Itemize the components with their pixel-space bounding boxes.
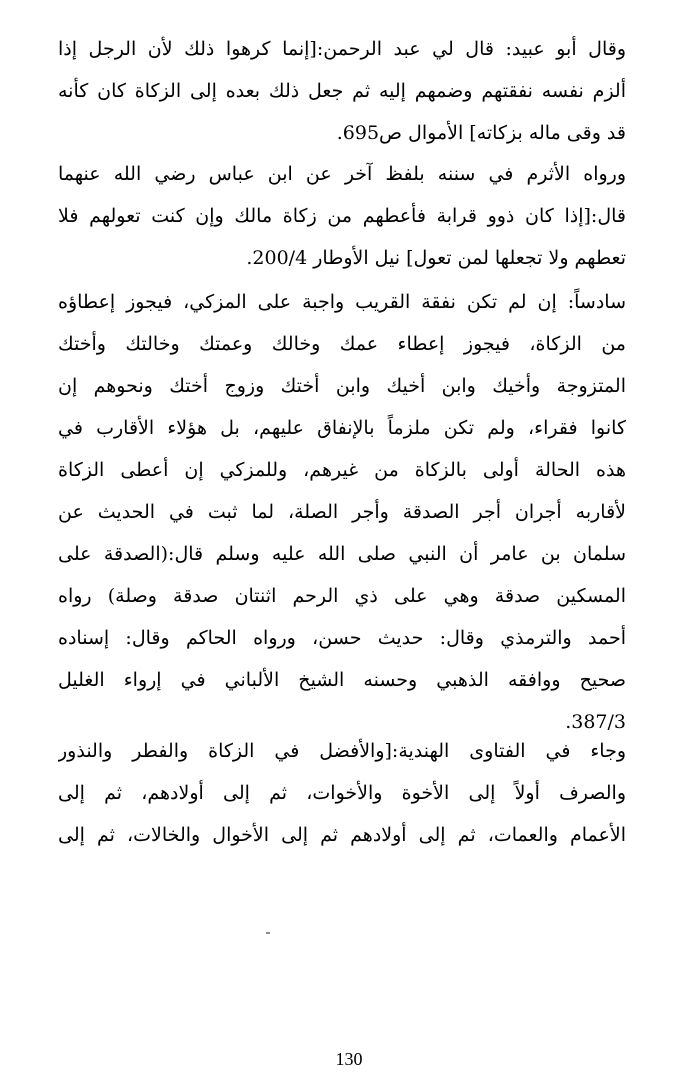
text-line: لأقاربه أجران أجر الصدقة وأجر الصلة، لما ثبت في الحديث عن xyxy=(58,501,626,523)
scan-speck xyxy=(266,932,270,934)
text-line: المتزوجة وأخيك وابن أخيك وابن أختك وزوج أختك ونحوهم إن xyxy=(58,375,626,397)
text-line: قال:[إذا كان ذوو قرابة فأعطهم من زكاة مالك وإن كنت تعولهم فلا xyxy=(58,205,626,227)
text-line: هذه الحالة أولى بالزكاة من غيرهم، وللمزكي إن أعطى الزكاة xyxy=(58,459,626,481)
paragraph-athram-narration xyxy=(58,153,626,279)
text-line: وجاء في الفتاوى الهندية:[والأفضل في الزكاة والفطر والنذور xyxy=(58,740,626,762)
text-line: ألزم نفسه نفقتهم وضمهم إليه ثم جعل ذلك بعده إلى الزكاة كان كأنه xyxy=(58,80,626,102)
text-line: 387/3. xyxy=(565,711,626,733)
text-line: سلمان بن عامر أن النبي صلى الله عليه وسلم قال:(الصدقة على xyxy=(58,543,626,565)
text-line: تعطهم ولا تجعلها لمن تعول] نيل الأوطار 200/4. xyxy=(246,247,626,269)
text-line: كانوا فقراء، ولم تكن ملزماً بالإنفاق عليهم، بل هؤلاء الأقارب في xyxy=(58,417,626,439)
text-line: من الزكاة، فيجوز إعطاء عمك وخالك وعمتك وخالتك وأختك xyxy=(58,333,626,355)
paragraph-hindiyya-fatawa xyxy=(58,730,626,856)
text-line: وقال أبو عبيد: قال لي عبد الرحمن:[إنما كرهوا ذلك لأن الرجل إذا xyxy=(58,38,626,60)
paragraph-abu-ubaid-quote xyxy=(58,28,626,154)
text-line: والصرف أولاً إلى الأخوة والأخوات، ثم إلى أولادهم، ثم إلى xyxy=(58,782,626,804)
paragraph-sixth-point xyxy=(58,281,626,743)
page-number: 130 xyxy=(335,1049,363,1069)
text-line: ورواه الأثرم في سننه بلفظ آخر عن ابن عباس رضي الله عنهما xyxy=(58,163,626,185)
text-line: سادساً: إن لم تكن نفقة القريب واجبة على المزكي، فيجوز إعطاؤه xyxy=(58,291,626,313)
text-line: صحيح ووافقه الذهبي وحسنه الشيخ الألباني في إرواء الغليل xyxy=(58,669,626,691)
text-line: المسكين صدقة وهي على ذي الرحم اثنتان صدقة وصلة) رواه xyxy=(58,585,626,607)
text-line: أحمد والترمذي وقال: حديث حسن، ورواه الحاكم وقال: إسناده xyxy=(58,627,626,649)
text-line: قد وقى ماله بزكاته] الأموال ص695. xyxy=(336,122,626,144)
text-line: الأعمام والعمات، ثم إلى أولادهم ثم إلى الأخوال والخالات، ثم إلى xyxy=(58,824,626,846)
